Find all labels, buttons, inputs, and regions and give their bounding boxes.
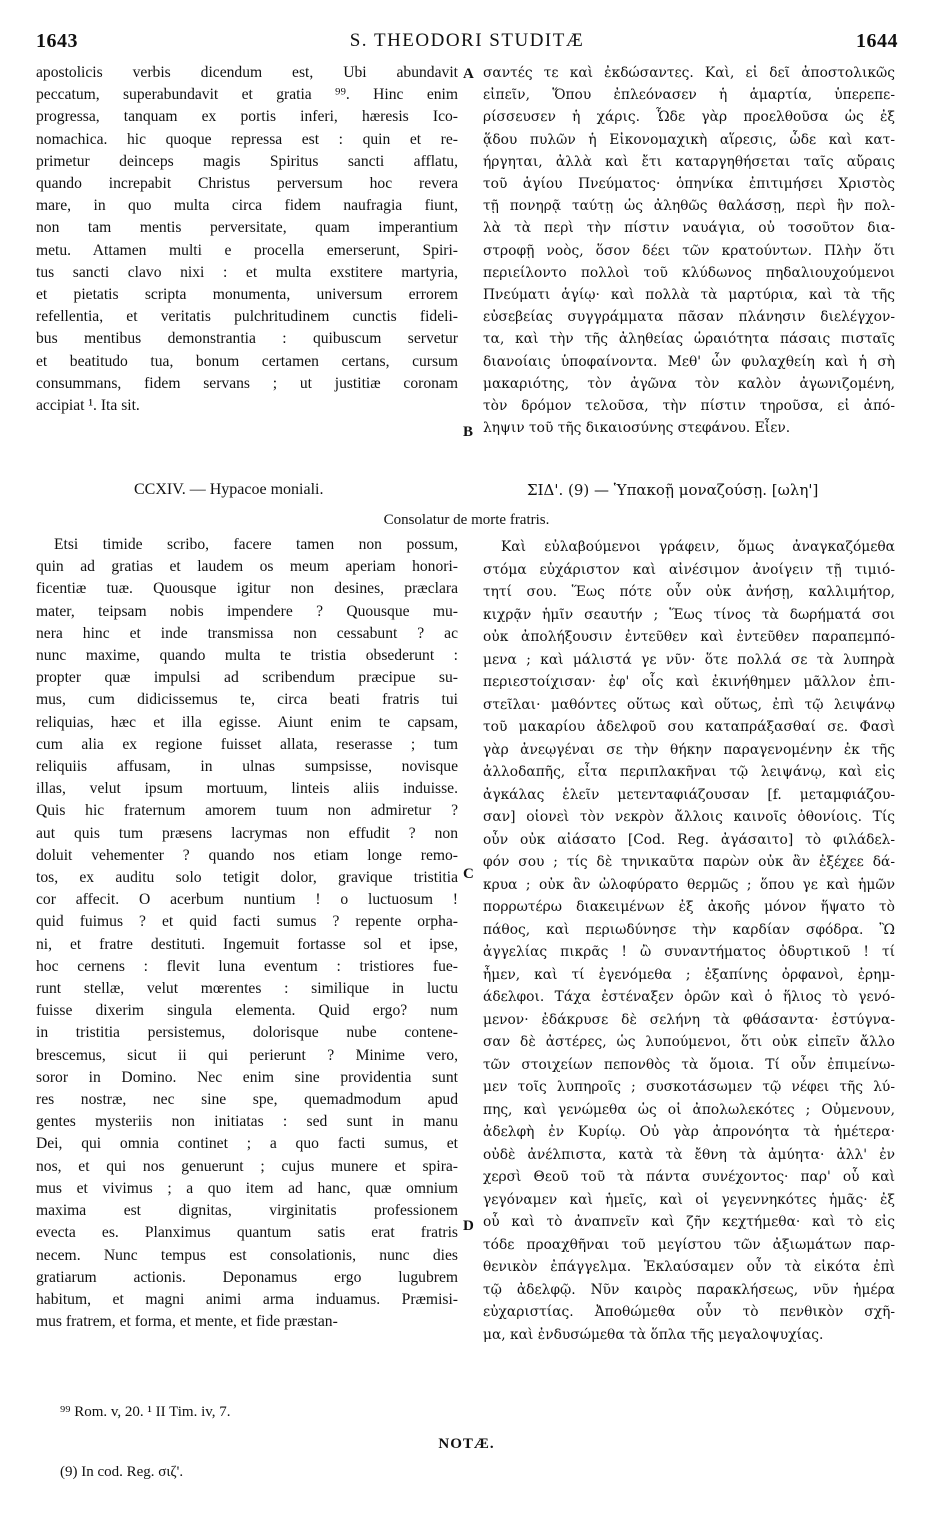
latin-body-text-line: illas, velut ipsum mortuum, linteis aliis induisse. [36,780,458,798]
latin-body-text-line: res nostræ, nec sine spe, quemadmodum apud [36,1091,458,1109]
greek-body-text-line: ἀγγελίας πικρᾶς ! ὢ συναντήματος ὀδυρτικοῦ ! τί [483,944,895,960]
latin-body-text-line: in tristitia persistemus, dolorisque nube contene- [36,1024,458,1042]
latin-body-text-line: ni, et fratre destituti. Ingemuit fortasse sol et ipse, [36,935,458,953]
greek-text-line: σαντές τε καὶ ἐκδώσαντες. Καὶ, εἰ δεῖ ἀποστολικῶς [483,65,895,81]
latin-body-text-line: nunc maxime, quando multa te tristia obsederunt : [36,647,458,665]
latin-text-line: non tam mentis perversitate, quam imperantium [36,219,458,237]
greek-text-line: περιείλοντο πολλοὶ τοῦ κλύδωνος πηδαλιουχούμενοι [483,264,895,281]
latin-body-text-line: mus, cum didicissemus te, circa beati fratris tui [36,691,458,709]
greek-body-text-line: οὗ καὶ τὸ ἀναπνεῖν καὶ ζῆν κεχτήμεθα· καὶ τὸ εἰς [483,1214,895,1230]
latin-text-line: nomachica. hic quoque repressa est : quin et re- [36,130,458,148]
greek-body-text-line: μεν τοῖς λυπηροῖς ; συσκοτάσωμεν τῷ νέφει τῆς λύ- [483,1079,895,1095]
latin-text-line: mare, in quo multa circa fidem naufragia fiunt, [36,197,458,215]
greek-body-text-line: θενικὸν ἐπάγγελμα. Ἐκλαύσαμεν οὖν τὰ εἰκότα ἐπὶ [483,1259,895,1275]
latin-body-text-line: cor affecit. O acerbum nuntium ! o luctuosum ! [36,891,458,909]
latin-body-text-line: aut quis tum præsens lacrymas non effudit ? non [36,824,458,842]
greek-body-text-line: τῷ ἀδελφῷ. Νῦν καιρὸς παρακλήσεως, νῦν ἡμέρα [483,1281,895,1298]
latin-text-line: progressa, tanquam ex portis inferi, hæresis Ico- [36,108,458,126]
latin-column-body [36,534,458,1333]
greek-body-text-line: μενα ; καὶ μάλιστά γε νῦν· ὅτε πολλά σε τὰ λυπηρὰ [483,651,895,668]
notae-title: NOTÆ. [438,1436,495,1452]
latin-body-text-line: habitum, et magni animi arma induamus. Præmisi- [36,1290,458,1308]
greek-text-line: Πνεύματι ἁγίῳ· καὶ πολλὰ τὰ μαρτύρια, καὶ τὰ τῆς [483,287,895,304]
latin-body-text-line: soror in Domino. Nec enim sine providentia sunt [36,1068,458,1086]
latin-body-text-line: reliquias, hæc et illa egisse. Aiunt enim te capsam, [36,713,458,731]
latin-text-line: accipiat ¹. Ita sit. [36,397,140,415]
latin-body-text-line: nera hinc et inde transmissa non cessabunt ? ac [36,624,458,642]
latin-body-text-line: Etsi timide scribo, facere tamen non possum, [54,536,458,553]
latin-body-text-line: gratiarum actionis. Deponamus ergo lugubrem [36,1268,458,1286]
greek-body-text-line: κιχρᾷν ἡμῖν σεαυτήν ; Ἕως τίνος τὰ δωρήματά σοι [483,606,895,623]
greek-text-line: τα, καὶ τὴν τῆς ἀληθείας ὡραιότητα πάσαις πισταῖς [483,331,895,348]
greek-heading-text: ΣΙΔ'. (9) — Ὑπακοῇ μοναζούσῃ. [ωλη'] [527,481,819,499]
latin-text-line: peccatum, superabundavit et gratia ⁹⁹. Hinc enim [36,86,458,104]
latin-body-text-line: tos, ex auditu solo tetigit dolor, gravique tristitia [36,869,458,887]
letter-subtitle: Consolatur de morte fratris. [383,512,550,528]
greek-text-line: στροφῇ νοὸς, ὅσον δέει τῶν κρατούντων. Πλὴν ὅτι [483,242,895,259]
latin-body-text-line: nos, et qui nos genuerunt ; cujus munere et spira- [36,1157,458,1175]
greek-body-text-line: φόν σου ; τίς δὲ τηνικαῦτα παρὼν οὐκ ἂν ἐξέχεε δά- [483,854,895,870]
latin-letter-heading [134,481,323,499]
left-page-number: 1643 [36,30,78,52]
greek-body-text-line: μα, καὶ ἐνδυσώμεθα τὰ ὅπλα τῆς μεγαλοψυχίας. [483,1326,824,1343]
greek-body-text-line: οὐκ ἀπολήξουσιν ἐντεῦθεν καὶ ἐντεῦθεν παραπεμπό- [483,629,895,645]
latin-body-text-line: mater, teipsam nobis impendere ? Quousque mu- [36,602,458,620]
greek-body-text-line: στεῖλαι· μαθόντες οὕτως καὶ οὕτως, ἐπὶ τῷ λειψάνῳ [483,696,895,713]
greek-body-text-line: στόμα εὐχάριστον καὶ αἰνέσιμον ἀνοίγειν τῇ τιμιό- [483,561,895,578]
greek-text-line: εἰπεῖν, Ὅπου ἐπλεόνασεν ἡ ἁμαρτία, ὑπερεπε- [483,87,895,104]
latin-body-text-line: Quis hic fraternum amorem tuum non admiretur ? [36,802,458,820]
page-header [36,24,898,58]
greek-text-line: λὰ τὰ περὶ τὴν πίστιν ναυάγια, οὐ τοσοῦτον δια- [483,220,895,237]
running-title: S. THEODORI STUDITÆ [349,30,585,51]
latin-text-line: metu. Attamen multi e procella emerserunt, Spiri- [36,241,458,259]
greek-letter-heading [527,481,818,499]
greek-body-text-line: χερσὶ Θεοῦ τοῦ τὰ πάντα συνέχοντος· παρ' οὗ καὶ [483,1169,895,1185]
greek-body-text-line: περιεστοίχισαν· ἐφ' οἷς καὶ ἐκινήθημεν μᾶλλον ἐπι- [483,674,895,690]
greek-body-text-line: τητί σου. Ἕως πότε οὖν οὐκ ἀνήσῃ, καλλιμήτορ, [483,584,895,600]
latin-heading-text: CCXIV. — Hypacoe moniali. [134,481,324,498]
margin-marker-a: A [463,66,474,82]
greek-body-text-line: μενον· ἐδάκρυσε δὲ σελήνη τὰ φθάσαντα· ἐστύγνα- [483,1011,895,1028]
latin-text-line: bus mentibus demonstrantia : quibuscum servetur [36,330,458,348]
footnotes: ⁹⁹ Rom. v, 20. ¹ II Tim. iv, 7. [60,1404,231,1420]
greek-body-text-line: άδελφοι. Τάχα ἐστέναξεν ὁρῶν καὶ ὁ ἥλιος τὸ γενό- [483,989,895,1005]
greek-body-text-line: κρυα ; οὐκ ἂν ὠλοφύρατο θερμῶς ; ὅπου γε καὶ ἡμῶν [483,876,895,893]
greek-body-text-line: οὐδὲ ἀνέλπιστα, κατὰ τὰ ἔθνη τὰ ἀμύητα· ἀλλ' ἐν [483,1146,895,1163]
latin-body-text-line: maxima est dignitas, virginitatis professionem [36,1202,458,1220]
greek-body-text-line: τῶν στοιχείων πεπονθὸς τὰ ὅμοια. Τί οὖν ἐπιμείνω- [483,1056,895,1073]
margin-marker-c: C [463,866,474,882]
latin-text-line: et beatitudo tua, bonum certamen certans, cursum [36,352,458,370]
greek-body-text-line: πης, καὶ γενώμεθα ὡς οἱ ἀπολωλεκότες ; Οὐμενουν, [483,1101,895,1118]
latin-body-text-line: quid fuimus ? et quid facti sumus ? repente orpha- [36,913,458,931]
latin-text-line: primetur deinceps magis Spiritus sancti afflatu, [36,152,458,170]
greek-text-line: ληψιν τοῦ τῆς δικαιοσύνης στεφάνου. Εἶεν. [483,420,791,437]
latin-text-line: quando increpabit Christus perversum hoc revera [36,175,458,193]
greek-body-text-line: ἀλλοδαπῆς, εἶτα περιπλακῆναι τῷ λειψάνῳ, καὶ εἰς [483,764,895,780]
greek-text-line: ήργηται, ἀλλὰ καὶ ἔτι καταργηθήσεται ταῖς αὔραις [483,153,895,170]
latin-body-text-line: gentes mysteriis non initiatas : sed sunt in manu [36,1113,458,1131]
greek-column-body [483,536,895,1346]
latin-body-text-line: mus fratrem, et forma, et mente, et fide præstan- [36,1313,338,1331]
latin-text-line: tus sancti clavo nixi : et multa exstitere martyria, [36,263,458,281]
greek-body-text-line: ἦμεν, καὶ τί ἐγενόμεθα ; ἐξαπίνης ὀρφανοὶ, ἐρημ- [483,966,895,983]
latin-body-text-line: evecta es. Planximus quantum satis erat fratris [36,1224,458,1242]
greek-text-line: τοῦ ἁγίου Πνεύματος· ὁπηνίκα ἐπιτιμήσει Χριστὸς [483,176,895,193]
latin-body-text-line: cum alia ex regione fuisset allata, reserasse ; tum [36,735,458,753]
margin-marker-b: B [463,424,474,440]
notae-text: (9) In cod. Reg. σιζ'. [60,1464,184,1480]
greek-text-line: μακαριότης, τὸν ἀγῶνα τὸν καλὸν ἀγωνιζομένη, [483,375,895,392]
greek-text-line: τὸν δρόμον τελοῦσα, τὴν πίστιν τηροῦσα, εἰ ἀπό- [483,398,895,415]
greek-body-text-line: ἀγκάλας ἑλεῖν μετενταφιάζουσαν [f. μεταμφιάζου- [483,786,895,803]
margin-marker-d: D [463,1218,474,1234]
greek-body-text-line: οὖν οὐκ αἰάσατο [Cod. Reg. ἀγάσαιτο] τὸ φιλάδελ- [483,831,895,848]
latin-text-line: refellentia, et veritatis pulchritudinem cunctis fideli- [36,308,458,326]
latin-body-text-line: necem. Nunc tempus est consolationis, nunc dies [36,1246,458,1264]
greek-body-text-line: Καὶ εὐλαβούμενοι γράφειν, ὅμως ἀναγκαζόμεθα [501,539,895,555]
greek-text-line: διανοίαις ὑποφαίνοντα. Μεθ' ὧν φυλαχθείη καὶ ἡ σὴ [483,353,895,370]
latin-body-text-line: propter quæ impulsi ad scribendum præcipue su- [36,669,458,687]
greek-text-line: εὐσεβείας συγγράμματα πᾶσαν πλάνησιν διελέγχον- [483,309,895,326]
latin-body-text-line: mus et vivimus ; a quo item ad hanc, quæ omnium [36,1179,458,1197]
greek-body-text-line: πάθος, καὶ περιωδύνησε τὴν καρδίαν σφόδρα. Ὢ [483,921,895,938]
right-page-number: 1644 [856,30,898,52]
greek-body-text-line: σαν] οἱονεὶ τὸν νεκρὸν ἄλλοις καινοῖς ὀθονίοις. Τίς [483,809,895,825]
greek-body-text-line: τοῦ μακαρίου ἀδελφοῦ σου καταπράξασθαί σε. Φασὶ [483,719,895,735]
latin-body-text-line: Dei, qui omnia continet ; a quo facti sumus, et [36,1135,458,1153]
greek-body-text-line: πορρωτέρω διακειμένων ἐξ ἀκοῆς μόνον ἥψατο τὸ [483,899,895,915]
greek-text-line: ρίσσευσεν ἡ χάρις. Ὧδε γὰρ προελθοῦσα ὡς ἐξ [483,109,895,126]
latin-text-line: et pietatis scripta monumenta, universum errorem [36,286,458,304]
greek-text-line: ᾅδου πυλῶν ἡ Εἰκονομαχικὴ αἵρεσις, ὧδε καὶ κατ- [483,131,895,148]
latin-text-line: apostolicis verbis dicendum est, Ubi abundavit [36,64,458,81]
greek-text-line: τῇ πονηρᾷ ταύτῃ ὡς ἀληθῶς θαλάσσῃ, περὶ ἣν πολ- [483,198,895,215]
greek-body-text-line: γὰρ ἀνεῳγέναι σε τὴν θήκην παραγενομένην ἐκ τῆς [483,741,895,758]
latin-body-text-line: brescemus, sicut ii qui perierunt ? Minime vero, [36,1046,458,1064]
greek-column-top [483,62,895,439]
latin-body-text-line: doluit vehementer ? quando nos etiam longe remo- [36,846,458,864]
latin-body-text-line: ficentiæ tuæ. Quousque igitur non desines, præclara [36,580,458,598]
latin-column-top [36,62,458,417]
latin-body-text-line: reliquiis affusam, in ulnas sumpsisse, novisque [36,758,458,776]
latin-text-line: consummans, fidem servans ; ut justitiæ coronam [36,374,458,392]
greek-body-text-line: τόδε προαχθῆναι τοῦ μεγίστου τῶν ἀξιωμάτων παρ- [483,1236,895,1253]
greek-body-text-line: εὐχαριστίας. Ἀποθώμεθα οὖν τὸ πενθικὸν σχῆ- [483,1304,895,1320]
latin-body-text-line: quin ad gratias et laudem os meum aperiam honori- [36,558,458,576]
greek-body-text-line: σαν δὲ ἀστέρες, ὡς λυπούμενοι, ὅτι οὐκ εἰπεῖν ἄλλο [483,1034,895,1050]
latin-body-text-line: runt stellæ, velut mœrentes : similique in luctu [36,980,458,998]
latin-body-text-line: fuisse dixerim singula elementa. Quid ergo? num [36,1002,458,1020]
greek-body-text-line: γεγόναμεν καὶ ἡμεῖς, καὶ οἱ γεγεννηκότες ἡμᾶς· ἐξ [483,1191,895,1208]
greek-body-text-line: ἀδελφὴ ἐν Κυρίῳ. Οὐ γὰρ ἀπρονόητα τὰ ἡμέτερα· [483,1124,895,1140]
latin-body-text-line: hoc cernens : flevit luna eventum : tristiores fue- [36,957,458,975]
